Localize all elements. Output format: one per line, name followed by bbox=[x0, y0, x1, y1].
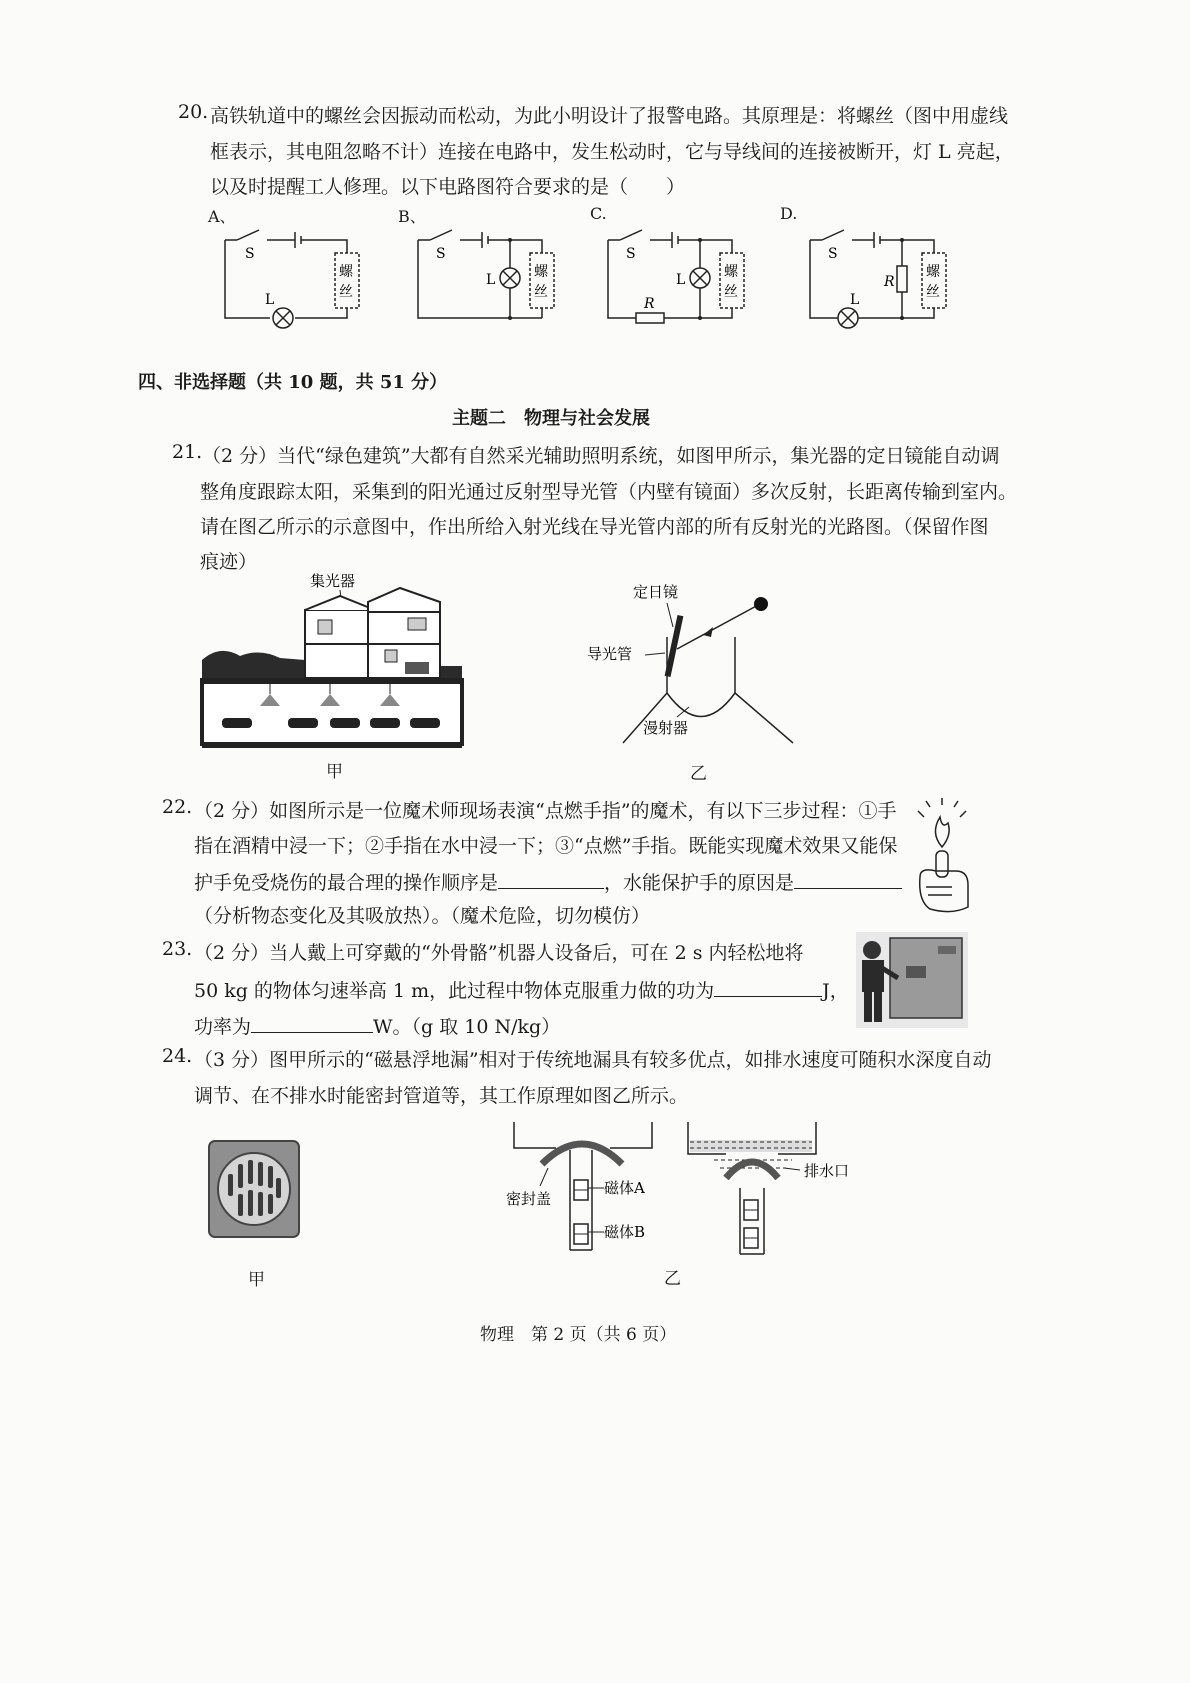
circuit-diagram-c bbox=[600, 228, 760, 333]
screw-label-c1: 螺 bbox=[724, 264, 738, 280]
outlet-label: 排水口 bbox=[804, 1162, 850, 1180]
q23-text-line-3b: W。（g 取 10 N/kg） bbox=[373, 1016, 561, 1038]
magnet-b-label: 磁体B bbox=[604, 1223, 646, 1241]
theme-heading: 主题二 物理与社会发展 bbox=[452, 408, 650, 429]
screw-label-d2: 丝 bbox=[926, 284, 940, 300]
burning-finger-figure bbox=[912, 795, 974, 920]
q21-text-line-2: 整角度跟踪太阳，采集到的阳光通过反射型导光管（内壁有镜面）多次反射，长距离传输到室内。 bbox=[200, 481, 1018, 503]
exoskeleton-photo bbox=[856, 932, 968, 1028]
diffuser-label: 漫射器 bbox=[643, 719, 689, 737]
q22-text-line-3a: 护手免受烧伤的最合理的操作顺序是 bbox=[194, 872, 499, 894]
magnet-a-label: 磁体A bbox=[604, 1179, 645, 1197]
circuit-diagram-a bbox=[215, 228, 375, 333]
q24-number: 24. bbox=[162, 1045, 193, 1067]
maglev-drain-diagram bbox=[500, 1118, 870, 1258]
q20-text-line-2: 框表示，其电阻忽略不计）连接在电路中，发生松动时，它与导线间的连接被断开，灯 L 亮起， bbox=[210, 141, 1014, 163]
q20-option-d: D. bbox=[780, 204, 798, 223]
q22-text-line-1: （2 分）如图所示是一位魔术师现场表演“点燃手指”的魔术，有以下三步过程：①手 bbox=[194, 800, 897, 822]
collector-label: 集光器 bbox=[310, 572, 356, 590]
screw-label-b1: 螺 bbox=[534, 264, 548, 280]
light-pipe-figure bbox=[585, 575, 795, 750]
q23-number: 23. bbox=[162, 938, 193, 960]
q21-text-line-3: 请在图乙所示的示意图中，作出所给入射光线在导光管内部的所有反射光的光路图。（保留作图 bbox=[200, 516, 989, 538]
green-building-figure bbox=[200, 570, 465, 750]
q24-text-line-2: 调节、在不排水时能密封管道等，其工作原理如图乙所示。 bbox=[194, 1085, 689, 1107]
circuit-diagram-d bbox=[802, 228, 962, 333]
switch-label-c: S bbox=[626, 246, 636, 262]
fig-a-caption: 甲 bbox=[326, 762, 343, 782]
q23-text-line-2b: J， bbox=[822, 980, 849, 1002]
lamp-label-c: L bbox=[676, 272, 686, 288]
q22-text-line-3b: ，水能保护手的原因是 bbox=[604, 872, 795, 894]
q22-text-line-2: 指在酒精中浸一下；②手指在水中浸一下；③“点燃”手指。既能实现魔术效果又能保 bbox=[194, 835, 898, 857]
q20-option-c: C. bbox=[590, 204, 607, 223]
q23-answer-blank-work[interactable] bbox=[714, 974, 822, 997]
page-footer: 物理 第 2 页（共 6 页） bbox=[480, 1325, 677, 1345]
switch-label-d: S bbox=[828, 246, 838, 262]
seal-label: 密封盖 bbox=[506, 1190, 552, 1208]
switch-label-a: S bbox=[245, 246, 255, 262]
lamp-label-a: L bbox=[265, 292, 275, 308]
q21-text-line-4: 痕迹） bbox=[200, 551, 258, 573]
lamp-label-b: L bbox=[486, 272, 496, 288]
q23-text-line-2 bbox=[194, 974, 849, 1003]
q22-answer-blank-2[interactable] bbox=[794, 866, 902, 889]
screw-label-d1: 螺 bbox=[926, 264, 940, 280]
q23-answer-blank-power[interactable] bbox=[251, 1010, 373, 1033]
q23-text-line-2a: 50 kg 的物体匀速举高 1 m，此过程中物体克服重力做的功为 bbox=[194, 980, 715, 1002]
q22-text-line-4: （分析物态变化及其吸放热）。（魔术危险，切勿模仿） bbox=[194, 905, 651, 927]
q22-text-line-3 bbox=[194, 866, 902, 895]
q24-fig-a-caption: 甲 bbox=[248, 1270, 265, 1290]
q23-text-line-3a: 功率为 bbox=[194, 1016, 252, 1038]
resistor-label-c: R bbox=[644, 296, 655, 312]
floor-drain-photo bbox=[208, 1140, 300, 1238]
q20-option-a: A、 bbox=[208, 207, 236, 226]
q23-text-line-1: （2 分）当人戴上可穿戴的“外骨骼”机器人设备后，可在 2 s 内轻松地将 bbox=[194, 942, 804, 964]
circuit-diagram-b bbox=[410, 228, 570, 333]
screw-label-c2: 丝 bbox=[724, 284, 738, 300]
q22-number: 22. bbox=[162, 796, 193, 818]
q22-answer-blank-1[interactable] bbox=[498, 866, 604, 889]
q20-text-line-3: 以及时提醒工人修理。以下电路图符合要求的是（ ） bbox=[210, 176, 686, 198]
q24-text-line-1: （3 分）图甲所示的“磁悬浮地漏”相对于传统地漏具有较多优点，如排水速度可随积水深度自动 bbox=[194, 1049, 992, 1071]
pipe-label: 导光管 bbox=[587, 645, 633, 663]
q24-fig-b-caption: 乙 bbox=[664, 1269, 681, 1289]
q23-text-line-3 bbox=[194, 1010, 560, 1039]
q20-option-b: B、 bbox=[398, 207, 426, 226]
heliostat-label: 定日镜 bbox=[633, 583, 679, 601]
q20-number: 20. bbox=[178, 101, 209, 123]
q20-text-line-1: 高铁轨道中的螺丝会因振动而松动，为此小明设计了报警电路。其原理是：将螺丝（图中用虚线 bbox=[210, 105, 1009, 127]
screw-label-b2: 丝 bbox=[534, 284, 548, 300]
screw-label-a1: 螺 bbox=[339, 264, 353, 280]
fig-b-caption: 乙 bbox=[690, 764, 707, 784]
section-heading: 四、非选择题（共 10 题，共 51 分） bbox=[138, 372, 448, 393]
screw-label-a2: 丝 bbox=[339, 284, 353, 300]
lamp-label-d: L bbox=[850, 292, 860, 308]
resistor-label-d: R bbox=[884, 274, 895, 290]
switch-label-b: S bbox=[436, 246, 446, 262]
q21-text-line-1: （2 分）当代“绿色建筑”大都有自然采光辅助照明系统，如图甲所示，集光器的定日镜能自动调 bbox=[202, 445, 1000, 467]
q21-number: 21. bbox=[172, 441, 203, 463]
